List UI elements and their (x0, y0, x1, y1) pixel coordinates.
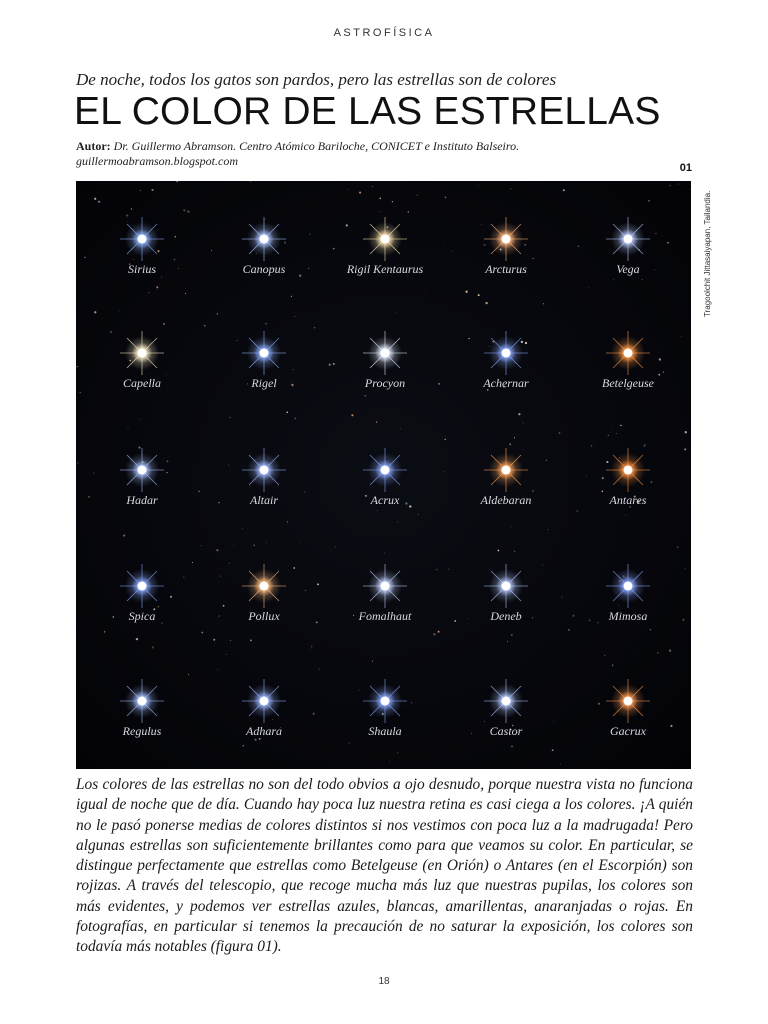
author-label: Autor: (76, 139, 111, 153)
background-star (397, 522, 398, 523)
background-star (293, 567, 295, 569)
background-star (201, 632, 203, 634)
background-star (684, 448, 686, 450)
background-star (309, 233, 311, 235)
background-star (174, 236, 176, 238)
background-star (253, 544, 255, 546)
background-star (365, 495, 367, 497)
background-star (445, 439, 446, 440)
background-star (563, 189, 565, 191)
background-star (618, 605, 619, 606)
background-star (151, 189, 153, 191)
background-star (156, 286, 158, 288)
background-star (408, 211, 409, 212)
background-star (218, 502, 219, 503)
background-star (597, 622, 599, 624)
background-star (217, 669, 218, 670)
background-star (681, 336, 682, 337)
background-star (158, 606, 160, 608)
background-star (372, 186, 373, 187)
photo-credit: Tragoolchit Jittasaiyapan, Tailandia. (703, 190, 712, 317)
background-star (183, 577, 184, 578)
background-star (514, 437, 515, 438)
background-star (644, 444, 646, 446)
background-star (405, 502, 407, 504)
background-star (651, 481, 653, 483)
background-star (655, 233, 656, 234)
star-label: Capella (123, 376, 161, 390)
background-star (677, 547, 678, 548)
background-star (187, 211, 189, 213)
star-core (260, 582, 269, 591)
background-star (161, 622, 162, 623)
background-star (349, 743, 350, 744)
background-star (685, 568, 686, 569)
background-star (678, 184, 679, 185)
background-star (113, 616, 114, 617)
background-star (219, 616, 220, 617)
background-star (228, 465, 229, 466)
background-star (451, 250, 452, 251)
star-label: Arcturus (485, 262, 527, 276)
background-star (286, 411, 288, 413)
section-header: ASTROFÍSICA (333, 27, 435, 39)
background-star (620, 425, 622, 427)
star-label: Sirius (127, 262, 157, 276)
background-star (444, 243, 445, 244)
background-star (375, 450, 376, 451)
body-paragraph: Los colores de las estrellas no son del todo obvios a ojo desnudo, porque nuestra vista no funciona igual de noche que de día. Cuando hay poca luz nuestra retina es casi ciega a los colores. ¡A quién no le pasó ponerse medias de colores distintos si nos vestimos con poca luz a la madrugada! Pero algunas estrellas son suficientemente brillantes como para que veamos su color. En particular, se distingue perfectamente que estrellas como Betelgeuse (en Orión) o Antares (en el Escorpión) son rojizas. A través del telescopio, que recoge mucha más luz que nuestras pupilas, los colores son más evidentes, y podemos ver estrellas azules, blancas, amarillentas, anaranjadas o rojas. En fotografías, en particular si tenemos la precaución de no saturar la exposición, los colores son todavía más notables (figura 01). (76, 776, 693, 956)
background-star (418, 514, 419, 515)
background-star (591, 445, 592, 446)
background-star (188, 674, 189, 675)
background-star (654, 269, 655, 270)
background-star (433, 633, 435, 635)
background-star (589, 287, 590, 288)
background-star (578, 246, 579, 247)
background-star (299, 275, 301, 277)
background-star (396, 312, 397, 313)
background-star (220, 576, 221, 577)
background-star (77, 462, 78, 463)
background-star (553, 721, 554, 722)
background-star (167, 460, 169, 462)
background-star (127, 221, 128, 222)
background-star (93, 473, 94, 474)
background-star (229, 563, 230, 564)
background-star (595, 345, 596, 346)
star-label: Spica (128, 609, 156, 623)
background-star (510, 188, 511, 189)
background-star (616, 433, 617, 434)
background-star (633, 651, 634, 652)
background-star (292, 386, 293, 387)
background-star (465, 291, 467, 293)
background-star (438, 383, 440, 385)
background-star (604, 655, 605, 656)
background-star (511, 527, 512, 528)
background-star (292, 369, 293, 370)
background-star (266, 543, 267, 544)
background-star (223, 605, 225, 607)
background-star (213, 639, 215, 641)
star-core (381, 697, 390, 706)
background-star (524, 244, 526, 246)
star-label: Rigel (251, 376, 277, 390)
background-star (287, 521, 288, 522)
background-star (606, 461, 608, 463)
background-star (409, 505, 411, 507)
background-star (284, 242, 286, 244)
background-star (478, 185, 479, 186)
background-star (104, 631, 105, 632)
star-label: Antares (609, 493, 647, 507)
background-star (152, 646, 154, 648)
background-star (140, 419, 141, 420)
star-core (502, 466, 511, 475)
article-subtitle: De noche, todos los gatos son pardos, pero las estrellas son de colores (76, 70, 557, 89)
background-star (333, 363, 335, 365)
background-star (648, 200, 650, 202)
background-star (663, 371, 664, 372)
page-number: 18 (378, 976, 390, 987)
author-block (76, 139, 676, 169)
background-star (359, 192, 361, 194)
background-star (509, 443, 511, 445)
star-core (502, 697, 511, 706)
background-star (471, 733, 472, 734)
background-star (602, 491, 604, 493)
background-star (389, 762, 390, 763)
background-star (657, 652, 658, 653)
background-star (548, 529, 549, 530)
star-core (502, 349, 511, 358)
star-core (624, 235, 633, 244)
background-star (438, 631, 440, 633)
background-star (84, 257, 85, 258)
background-star (589, 619, 591, 621)
background-star (411, 702, 412, 703)
star-core (624, 697, 633, 706)
star-core (624, 582, 633, 591)
background-star (572, 615, 574, 617)
star-core (260, 349, 269, 358)
background-star (598, 703, 600, 705)
background-star (532, 258, 533, 259)
background-star (313, 713, 315, 715)
background-star (285, 590, 286, 591)
background-star (316, 621, 318, 623)
background-star (199, 491, 200, 492)
background-star (294, 418, 296, 420)
background-star (659, 358, 661, 360)
background-star (468, 338, 469, 339)
background-star (543, 303, 544, 304)
background-star (140, 190, 141, 191)
star-label: Acrux (370, 493, 400, 507)
background-star (426, 290, 427, 291)
background-star (518, 413, 520, 415)
background-star (514, 551, 515, 552)
background-star (167, 472, 168, 473)
background-star (485, 302, 487, 304)
background-star (602, 477, 604, 479)
background-star (532, 490, 534, 492)
background-star (317, 583, 319, 585)
background-star (669, 649, 671, 651)
background-star (560, 764, 561, 765)
background-star (670, 725, 672, 727)
star-core (260, 697, 269, 706)
background-star (658, 374, 660, 376)
background-star (478, 294, 480, 296)
background-star (216, 549, 218, 551)
star-label: Fomalhaut (358, 609, 412, 623)
star-core (381, 582, 390, 591)
background-star (377, 510, 378, 511)
star-core (138, 582, 147, 591)
background-star (265, 219, 266, 220)
background-star (166, 374, 167, 375)
background-star (379, 211, 380, 212)
background-star (454, 620, 456, 622)
background-star (376, 421, 377, 422)
star-label: Hadar (126, 493, 158, 507)
background-star (98, 201, 100, 203)
figure-number: 01 (679, 162, 692, 174)
background-star (642, 279, 643, 280)
background-star (449, 569, 450, 570)
star-label: Procyon (364, 376, 406, 390)
background-star (314, 327, 315, 328)
background-star (110, 331, 112, 333)
background-star (667, 242, 668, 243)
background-star (489, 346, 490, 347)
background-star (265, 323, 267, 325)
star-label: Deneb (490, 609, 522, 623)
star-core (502, 582, 511, 591)
background-star (133, 259, 134, 260)
background-star (397, 752, 398, 753)
background-star (511, 746, 513, 748)
star-core (138, 466, 147, 475)
background-star (546, 459, 548, 461)
background-star (577, 511, 578, 512)
background-star (128, 427, 129, 428)
background-star (230, 640, 231, 641)
background-star (217, 313, 218, 314)
background-star (204, 325, 205, 326)
background-star (612, 665, 613, 666)
background-star (650, 629, 651, 630)
background-star (126, 214, 128, 216)
background-star (161, 277, 162, 278)
star-label: Altair (249, 493, 279, 507)
background-star (346, 224, 348, 226)
background-star (416, 195, 417, 196)
background-star (319, 669, 320, 670)
background-star (192, 562, 193, 563)
star-core (138, 697, 147, 706)
background-star (348, 189, 349, 190)
background-star (523, 422, 524, 423)
star-label: Castor (489, 724, 523, 738)
background-star (333, 248, 335, 250)
background-star (272, 719, 273, 720)
background-star (565, 613, 566, 614)
background-star (365, 395, 366, 396)
background-star (299, 542, 300, 543)
background-star (351, 414, 353, 416)
background-star (201, 545, 202, 546)
background-star (561, 597, 562, 598)
background-star (94, 311, 96, 313)
background-star (291, 384, 293, 386)
background-star (669, 185, 670, 186)
background-star (255, 739, 257, 741)
background-star (242, 528, 243, 529)
star-label: Canopus (242, 262, 286, 276)
background-star (392, 201, 393, 202)
star-label: Vega (616, 262, 640, 276)
star-core (381, 235, 390, 244)
background-star (236, 340, 237, 341)
background-star (400, 428, 401, 429)
star-label: Shaula (368, 724, 402, 738)
background-star (467, 618, 468, 619)
article-title: EL COLOR DE LAS ESTRELLAS (74, 90, 661, 133)
background-star (359, 690, 360, 691)
background-star (233, 545, 234, 546)
author-blog-link[interactable]: guillermoabramson.blogspot.com (76, 154, 238, 168)
background-star (483, 244, 485, 246)
star-label: Achernar (483, 376, 529, 390)
background-star (311, 647, 312, 648)
background-star (163, 323, 165, 325)
background-star (559, 432, 561, 434)
star-core (138, 235, 147, 244)
star-core (624, 349, 633, 358)
background-star (379, 197, 381, 199)
background-star (608, 435, 609, 436)
background-star (311, 646, 312, 647)
background-star (525, 342, 527, 344)
background-star (507, 641, 508, 642)
background-star (335, 546, 336, 547)
star-label: Adhara (246, 724, 282, 738)
background-star (148, 292, 149, 293)
background-star (511, 634, 513, 636)
background-star (384, 553, 385, 554)
star-grid (76, 181, 691, 769)
background-star (690, 189, 691, 190)
background-star (183, 209, 185, 211)
background-star (88, 496, 90, 498)
background-star (612, 430, 613, 431)
background-star (259, 738, 261, 740)
background-star (136, 638, 138, 640)
background-star (157, 250, 159, 252)
background-star (305, 590, 306, 591)
background-star (682, 619, 684, 621)
background-star (308, 268, 309, 269)
background-star (131, 208, 132, 209)
background-star (353, 615, 354, 616)
background-star (139, 447, 141, 449)
background-star (77, 366, 78, 367)
background-star (94, 198, 96, 200)
background-star (291, 296, 292, 297)
background-star (552, 749, 554, 751)
author-affiliation: Dr. Guillermo Abramson. Centro Atómico Bariloche, CONICET e Instituto Balseiro. (113, 139, 520, 153)
star-label: Regulus (122, 724, 162, 738)
background-star (119, 311, 120, 312)
background-star (542, 564, 543, 565)
background-star (304, 492, 305, 493)
star-core (502, 235, 511, 244)
star-label: Gacrux (610, 724, 646, 738)
star-label: Rigil Kentaurus (346, 262, 424, 276)
background-star (329, 364, 331, 366)
background-star (165, 752, 166, 753)
background-star (178, 268, 179, 269)
star-core (260, 235, 269, 244)
background-star (444, 471, 445, 472)
background-star (532, 617, 533, 618)
background-star (123, 535, 125, 537)
background-star (568, 629, 570, 631)
background-star (497, 550, 499, 552)
background-star (372, 661, 373, 662)
star-label: Betelgeuse (602, 376, 654, 390)
star-label: Pollux (248, 609, 280, 623)
background-star (445, 197, 447, 199)
star-label: Aldebaran (480, 493, 532, 507)
background-star (79, 392, 81, 394)
background-star (294, 316, 295, 317)
background-star (484, 721, 485, 722)
background-star (626, 515, 627, 516)
background-star (170, 596, 172, 598)
background-star (229, 417, 231, 419)
star-core (138, 349, 147, 358)
background-star (185, 293, 186, 294)
background-star (613, 279, 614, 280)
background-star (211, 250, 212, 251)
background-star (173, 259, 175, 261)
star-label: Mimosa (608, 609, 648, 623)
star-core (260, 466, 269, 475)
background-star (250, 640, 252, 642)
star-core (381, 466, 390, 475)
star-core (624, 466, 633, 475)
background-star (481, 224, 482, 225)
star-core (381, 349, 390, 358)
background-star (243, 745, 244, 746)
background-star (226, 654, 227, 655)
background-star (436, 569, 437, 570)
background-star (685, 431, 687, 433)
background-star (247, 383, 248, 384)
star-color-photo (76, 181, 691, 769)
background-star (521, 341, 523, 343)
background-star (586, 475, 587, 476)
